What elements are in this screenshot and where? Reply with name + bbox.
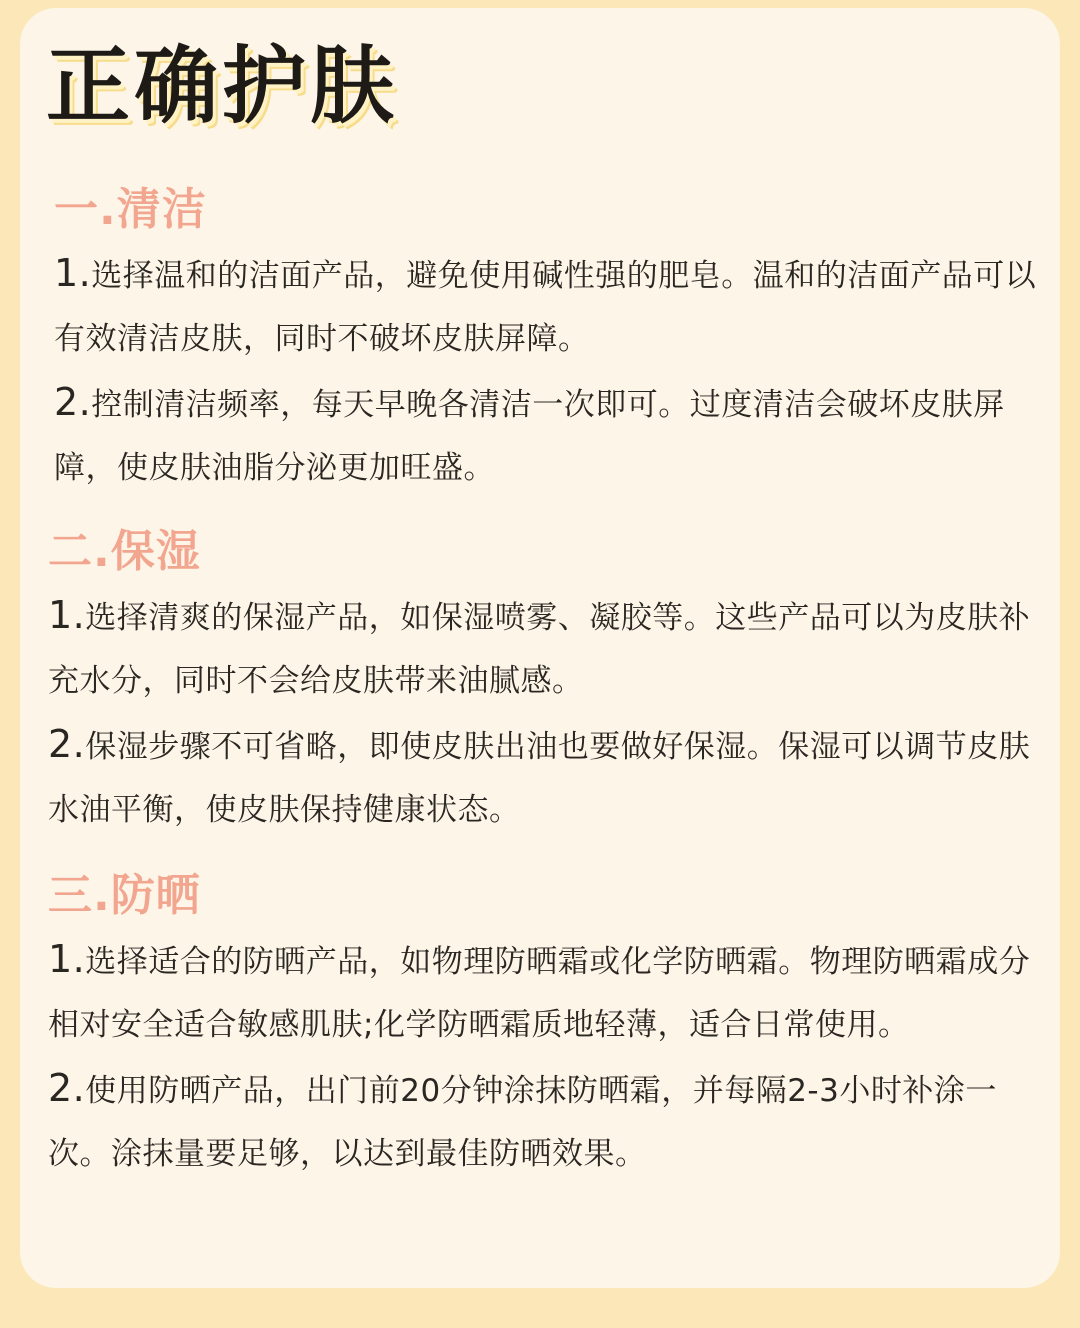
item-number: 2.: [48, 722, 86, 766]
content-card: [20, 8, 1060, 1288]
item-text: 选择温和的洁面产品，避免使用碱性强的肥皂。温和的洁面产品可以有效清洁皮肤，同时不破坏皮肤屏障。: [54, 258, 1037, 357]
section-moisturizing: [20, 522, 1038, 842]
section-sunscreen: [20, 866, 1048, 1186]
list-item: [54, 371, 1044, 500]
item-number: 2.: [54, 380, 92, 424]
list-item: [48, 713, 1038, 842]
item-number: 2.: [48, 1066, 86, 1110]
section-heading: 二.保湿: [48, 526, 201, 577]
item-number: 1.: [54, 251, 92, 295]
item-number: 1.: [48, 593, 86, 637]
page-title: 正确护肤: [46, 37, 399, 135]
list-item: [48, 584, 1038, 713]
section-heading: 三.防晒: [48, 870, 201, 921]
item-text: 保湿步骤不可省略，即使皮肤出油也要做好保湿。保湿可以调节皮肤水油平衡，使皮肤保持健康状态。: [48, 729, 1031, 828]
item-text: 选择清爽的保湿产品，如保湿喷雾、凝胶等。这些产品可以为皮肤补充水分，同时不会给皮肤带来油腻感。: [48, 600, 1031, 699]
item-text: 选择适合的防晒产品，如物理防晒霜或化学防晒霜。物理防晒霜成分相对安全适合敏感肌肤;化学防晒霜质地轻薄，适合日常使用。: [48, 944, 1031, 1043]
list-item: [48, 1057, 1048, 1186]
item-text: 使用防晒产品，出门前20分钟涂抹防晒霜，并每隔2-3小时补涂一次。涂抹量要足够，以达到最佳防晒效果。: [48, 1073, 997, 1172]
section-cleansing: [20, 180, 1044, 500]
list-item: [54, 242, 1044, 371]
item-number: 1.: [48, 937, 86, 981]
list-item: [48, 928, 1048, 1057]
item-text: 控制清洁频率，每天早晚各清洁一次即可。过度清洁会破坏皮肤屏障，使皮肤油脂分泌更加旺盛。: [54, 387, 1005, 486]
section-heading: 一.清洁: [54, 184, 207, 235]
